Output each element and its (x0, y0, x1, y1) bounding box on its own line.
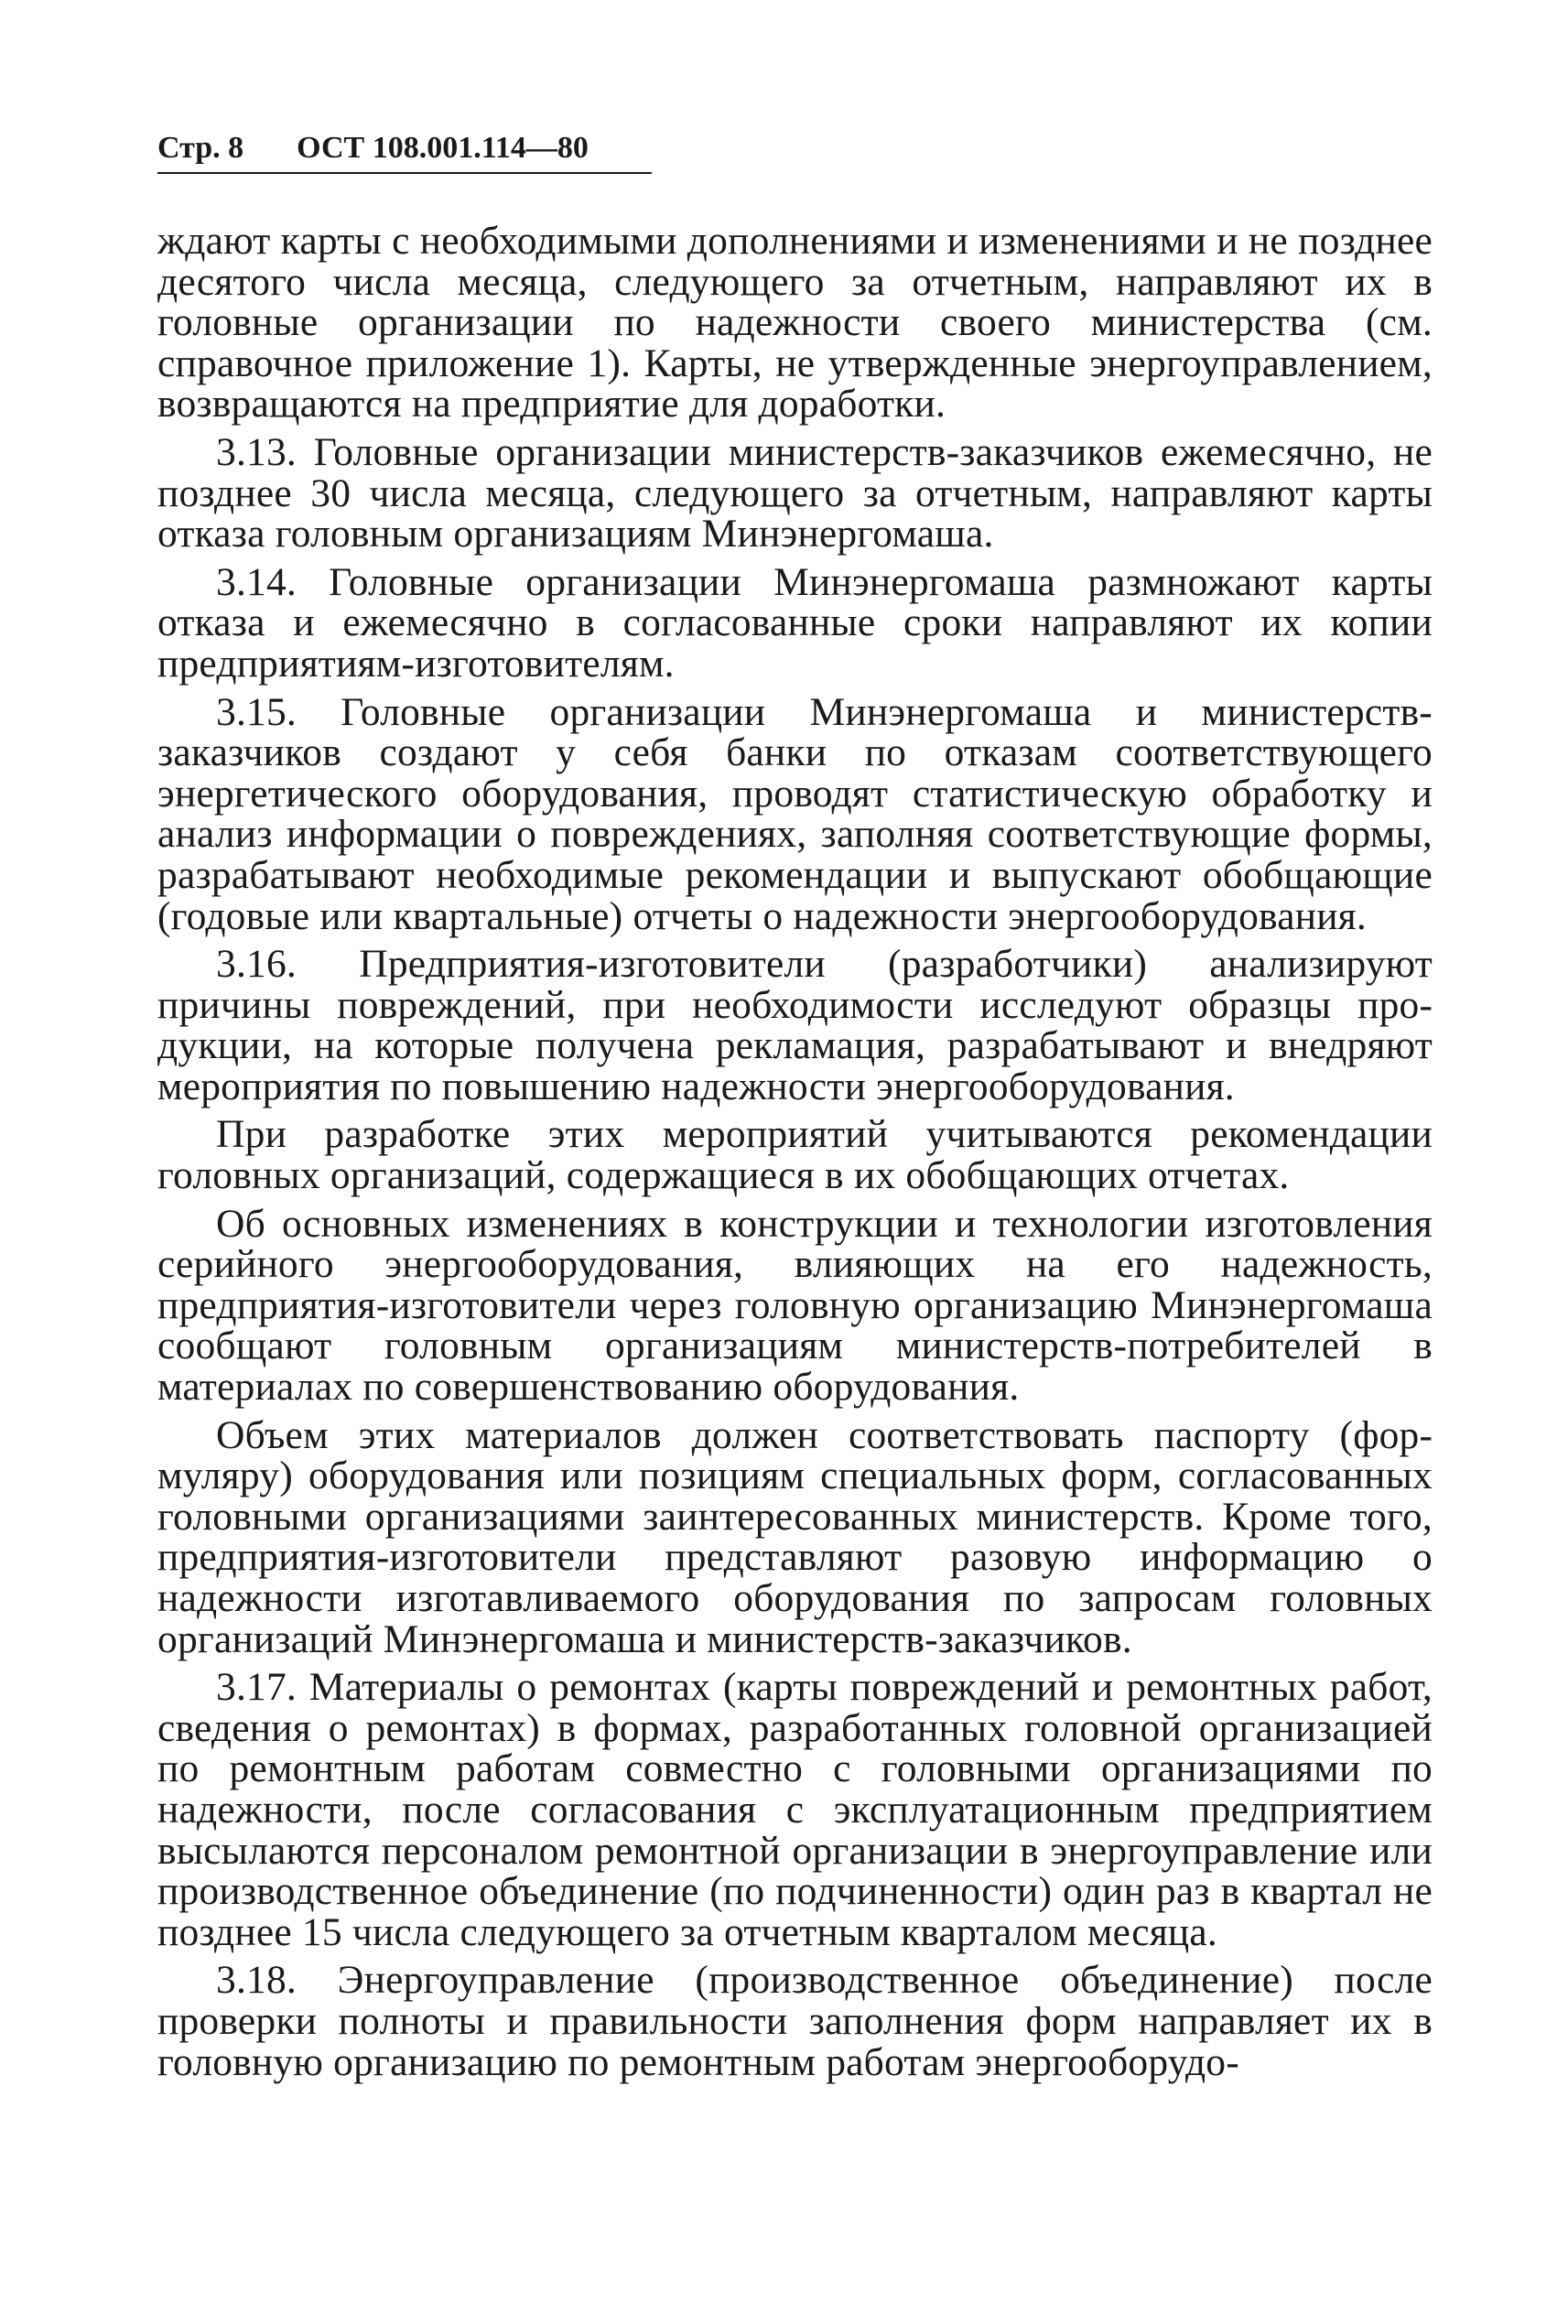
body-text (157, 221, 1433, 2090)
paragraph-3-16: 3.16. Предприятия-изготовители (разработчики) анализируют причины повреждений, при необходимости исследуют образцы продукции, на которые получена рекламация, разрабатывают и внедряют мероприятия по повышению надежности энергооборудования. (157, 942, 1433, 1108)
header-rule (157, 172, 652, 174)
document-code: ОСТ 108.001.114—80 (297, 131, 589, 165)
paragraph-3-13: 3.13. Головные организации министерств-заказчиков ежемесячно, не позднее 30 числа месяца, следующего за отчетным, направляют карты отказа головным организациям Минэнергомаша. (157, 429, 1433, 557)
running-header (157, 128, 652, 174)
paragraph-3-16-materials: Объем этих материалов должен соответствовать паспорту (формуляру) оборудования или позициям специальных форм, согласованных головными организациями заинтересованных министерств. Кроме того, предприятия-изготовители представляют разовую информацию о надежности изготавливаемого оборудования по запросам головных организаций Минэнергомаша и министерств-заказчиков. (157, 1412, 1433, 1661)
page-number: Стр. 8 (157, 131, 244, 165)
paragraph-3-14: 3.14. Головные организации Минэнергомаша размножают карты отказа и ежемесячно в согласованные сроки направляют их копии предприятиям-изготовителям. (157, 559, 1433, 686)
paragraph-3-17: 3.17. Материалы о ремонтах (карты повреждений и ремонтных работ, сведения о ремонтах) в формах, разработанных головной организацией по ремонтным работам совместно с головными организациями по надежности, после согласования с эксплуатационным предприятием высылаются персоналом ремонтной организации в энергоуправление или производственное объединение (по подчиненности) один раз в квартал не позднее 15 числа следующего за отчетным кварталом месяца. (157, 1665, 1433, 1954)
paragraph-3-15: 3.15. Головные организации Минэнергомаша и министерств-заказчиков создают у себя банки по отказам соответствующего энергетического оборудования, проводят статистическую обработку и анализ информации о повреждениях, заполняя соответствующие формы, разрабатывают необходимые рекомендации и выпускают обобщающие (годовые или квартальные) отчеты о надежности энергооборудования. (157, 689, 1433, 938)
paragraph-3-18: 3.18. Энергоуправление (производственное объединение) после проверки полноты и правильности заполнения форм направляет их в головную организацию по ремонтным работам энергооборудо- (157, 1958, 1433, 2084)
paragraph-continuation: ждают карты с необходимыми дополнениями и изменениями и не позднее десятого числа месяца, следующего за отчетным, направляют их в головные организации по надежности своего министерства (см. справочное приложение 1). Карты, не утвержденные энергоуправлением, возвращаются на предприятие для доработки. (157, 219, 1433, 427)
paragraph-3-16-changes: Об основных изменениях в конструкции и технологии изготовления серийного энергооборудования, влияющих на его надежность, предприятия-изготовители через головную организацию Минэнергомаша сообщают головным организациям министерств-потребителей в материалах по совершенствованию оборудования. (157, 1201, 1433, 1410)
paragraph-3-16-recommendations: При разработке этих мероприятий учитываются рекомендации головных организаций, содержащиеся в их обобщающих отчетах. (157, 1112, 1433, 1198)
